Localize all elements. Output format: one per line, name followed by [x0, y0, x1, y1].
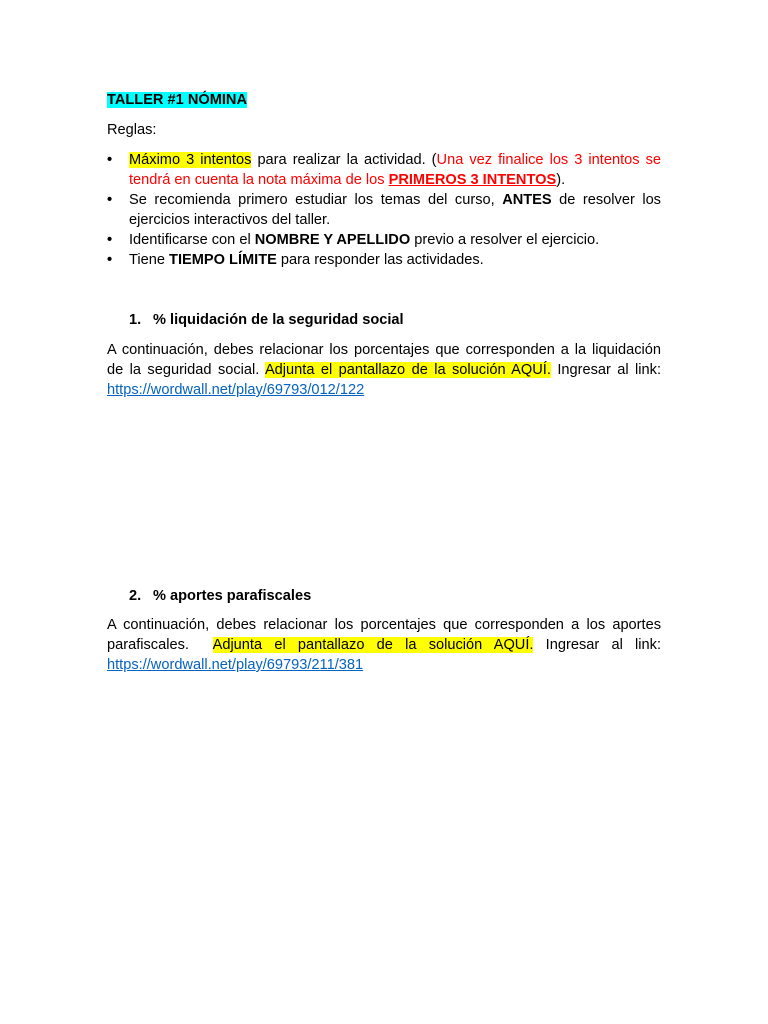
text-segment: para realizar la actividad. ( — [251, 152, 437, 168]
wordwall-link-2[interactable]: https://wordwall.net/play/69793/211/381 — [107, 657, 364, 673]
rules-label: Reglas: — [107, 122, 157, 138]
section-2-link-line — [107, 655, 363, 675]
bullet-dot-icon: • — [107, 252, 113, 268]
section-heading-2 — [129, 586, 311, 606]
text-segment: previo a resolver el ejercicio. — [410, 232, 600, 248]
list-item-line — [129, 190, 661, 210]
bold-text-segment: NOMBRE Y APELLIDO — [254, 232, 411, 248]
text-segment: Ingresar al link: — [533, 637, 662, 653]
text-segment: Ingresar al link: — [550, 362, 662, 378]
list-item-line — [129, 170, 661, 190]
bullet-dot-icon: • — [107, 232, 113, 248]
text-segment: Se recomienda primero estudiar los temas del curso, — [129, 192, 503, 208]
text-segment: para responder las actividades. — [276, 252, 484, 268]
list-item-text — [129, 190, 661, 230]
text-segment: de resolver los — [551, 192, 661, 208]
list-item-line — [129, 150, 661, 170]
red-bold-underlined-text: PRIMEROS 3 INTENTOS — [388, 172, 557, 188]
list-item-text — [129, 250, 661, 270]
text-segment: parafiscales. — [107, 637, 213, 653]
text-segment: Identificarse con el — [129, 232, 255, 248]
section-1-link-line — [107, 380, 364, 400]
list-item-text — [129, 150, 661, 190]
section-heading-text: % liquidación de la seguridad social — [153, 312, 404, 328]
document-title-line — [107, 90, 247, 110]
section-number: 1. — [129, 312, 142, 328]
section-heading-1 — [129, 310, 404, 330]
highlight-max-attempts: Máximo 3 intentos — [129, 152, 252, 168]
section-1-paragraph-line-2 — [107, 360, 661, 380]
bold-text-segment: TIEMPO LÍMITE — [169, 252, 277, 268]
section-2-paragraph-line-1: A continuación, debes relacionar los porcentajes que corresponden a los aportes — [107, 617, 661, 633]
section-2-paragraph-line-2 — [107, 635, 661, 655]
section-heading-text: % aportes parafiscales — [153, 588, 312, 604]
text-segment: de la seguridad social. — [107, 362, 265, 378]
section-1-paragraph-line-1: A continuación, debes relacionar los porcentajes que corresponden a la liquidación — [107, 342, 661, 358]
highlight-attach-screenshot: Adjunta el pantallazo de la solución AQUÍ. — [264, 362, 551, 378]
document-title: TALLER #1 NÓMINA — [107, 92, 247, 108]
bold-text-segment: ANTES — [502, 192, 552, 208]
text-segment: ). — [556, 172, 566, 188]
document-page — [107, 0, 661, 1024]
list-item-text — [129, 230, 661, 250]
wordwall-link-1[interactable]: https://wordwall.net/play/69793/012/122 — [107, 382, 365, 398]
red-text-segment: tendrá en cuenta la nota máxima de los — [129, 172, 389, 188]
text-segment: Tiene — [129, 252, 170, 268]
red-text-segment: Una vez finalice los 3 intentos se — [436, 152, 661, 168]
list-item-line: ejercicios interactivos del taller. — [129, 212, 331, 228]
highlight-attach-screenshot: Adjunta el pantallazo de la solución AQUÍ. — [212, 637, 534, 653]
bullet-dot-icon: • — [107, 152, 113, 168]
bullet-dot-icon: • — [107, 192, 113, 208]
section-number: 2. — [129, 588, 142, 604]
